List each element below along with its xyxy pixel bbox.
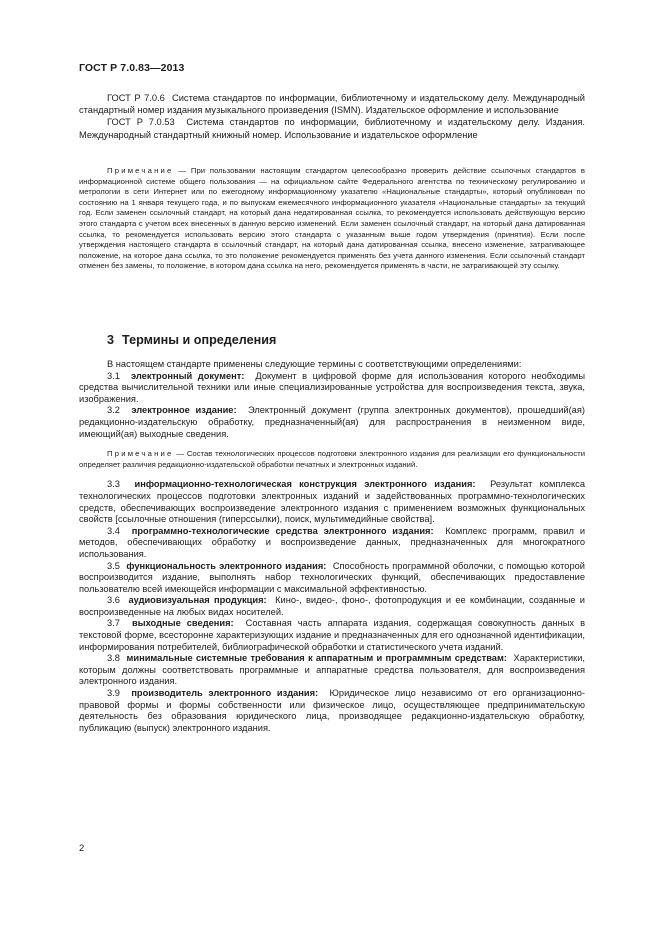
note-block — [79, 166, 585, 272]
term-entry — [79, 526, 585, 561]
reference-code: ГОСТ Р 7.0.6 — [107, 93, 165, 103]
term-name: производитель электронного издания: — [131, 688, 319, 699]
note-text: — При пользовании настоящим стандартом целесообразно проверить действие ссылочных стандартов в информационной системе общего пользования — на официальном сайте Федерального агентства по техническому регулированию и метрологии в сети Интернет или по ежегодному информационному указателю «Национальные стандарты», который опубликован по состоянию на 1 января текущего года, и по выпускам ежемесячного информационного указателя «Национальные стандарты» за текущий год. Если заменен ссылочный стандарт, на который дана недатированная ссылка, то рекомендуется использовать действующую версию этого стандарта с учетом всех внесенных в данную версию изменений. Если заменен ссылочный стандарт, на который дана датированная ссылка, то рекомендуется использовать версию этого стандарта с указанным выше годом утверждения (принятия). Если после утверждения настоящего стандарта в ссылочный стандарт, на который дана датированная ссылка, внесено изменение, затрагивающее положение, на которое дана ссылка, то это положение рекомендуется применять без учета данного изменения. Если ссылочный стандарт отменен без замены, то положение, в котором дана ссылка на него, рекомендуется применять в части, не затрагивающей эту ссылку. — [79, 166, 585, 271]
term-entry — [79, 595, 585, 618]
term-definition: Составная часть аппарата издания, содержащая совокупность данных в текстовой форме, всесторонне характеризующих издание и предназначенных для его однозначной идентификации, информирования потребителей, библиографической обработки и статистического учета изданий. — [79, 618, 586, 652]
terms-list — [79, 359, 585, 734]
term-number: 3.2 — [107, 405, 120, 416]
term-definition: Юридическое лицо независимо от его организационно-правовой формы и формы собственности или физическое лицо, осуществляющее предпринимательскую деятельность без образования юридического лица, производящее редакционно-издательскую обработку, публикацию (выпуск) электронного издания. — [79, 688, 585, 733]
term-definition: Комплекс программ, правил и методов, обеспечивающих обработку и воспроизведение данных, предназначенных для многократного использования. — [79, 525, 586, 559]
term-entry — [79, 479, 585, 525]
section-heading — [107, 333, 276, 347]
term-name: электронный документ: — [130, 370, 245, 381]
term-entry — [79, 688, 585, 734]
term-entry — [79, 561, 585, 596]
term-definition: Характеристики, которым должны соответствовать программные и аппаратные средства пользователя, для воспроизведения электронного издания. — [79, 653, 586, 687]
term-entry — [79, 405, 585, 440]
term-number: 3.1 — [107, 370, 120, 381]
term-name: функциональность электронного издания: — [126, 560, 327, 571]
term-name: аудиовизуальная продукция: — [128, 595, 267, 606]
term-definition: Способность программной оболочки, с помощью которой воспроизводится издание, выполнять набор технологических функций, обеспечивающих предоставление пользователю всей имеющейся информации с максимальной эффективностью. — [79, 560, 585, 594]
term-number: 3.8 — [107, 653, 120, 664]
reference-text: Система стандартов по информации, библиотечному и издательскому делу. Международный стандартный номер издания музыкального произведения (ISMN). Издательское оформление и использование — [79, 93, 586, 116]
term-definition: Результат комплекса технологических процессов подготовки электронных изданий и задействованных программно-технологических средств, обеспечивающих воспроизведение электронного издания с применением возможных функциональных свойств [ссылочные отношения (гиперссылки), поиск, мультимедийные свойства]. — [79, 479, 585, 525]
term-number: 3.3 — [107, 479, 120, 490]
term-name: выходные сведения: — [131, 618, 234, 629]
term-definition: Электронный документ (группа электронных документов), прошедший(ая) редакционно-издательскую обработку, предназначенный(ая) для распространения в неизменном виде, имеющий(ая) выходные сведения. — [79, 405, 585, 439]
term-number: 3.7 — [107, 618, 120, 629]
note-paragraph — [79, 166, 585, 272]
note-label: Примечание — [107, 166, 174, 175]
term-name: минимальные системные требования к аппаратным и программным средствам: — [126, 653, 507, 664]
term-number: 3.9 — [107, 688, 120, 699]
section-number: 3 — [107, 333, 115, 347]
term-name: информационно-технологическая конструкция электронного издания: — [134, 479, 476, 490]
term-number: 3.6 — [107, 595, 120, 606]
reference-item — [79, 92, 585, 116]
term-entry — [79, 618, 585, 653]
term-name: электронное издание: — [131, 405, 237, 416]
term-entry — [79, 371, 585, 406]
term-entry — [79, 653, 585, 688]
intro-paragraph: В настоящем стандарте применены следующие термины с соответствующими определениями: — [107, 359, 522, 369]
term-definition: Кино-, видео-, фоно-, фотопродукция и ее комбинации, созданные и воспроизведенные на любых видах носителей. — [79, 595, 586, 617]
section-title: Термины и определения — [122, 333, 277, 347]
note-text: — Состав технологических процессов подготовки электронного издания для реализации его функциональности определяет различия редакционно-издательской обработки печатных и электронных изданий. — [79, 449, 585, 469]
document-header: ГОСТ Р 7.0.83—2013 — [79, 62, 185, 74]
reference-item — [79, 116, 585, 140]
term-number: 3.5 — [107, 560, 120, 571]
note-paragraph — [79, 449, 585, 470]
note-label: Примечание — [107, 449, 174, 459]
reference-list — [79, 92, 585, 141]
reference-text: Система стандартов по информации, библиотечному и издательскому делу. Издания. Международный стандартный книжный номер. Использование и издательское оформление — [79, 117, 586, 140]
page-number: 2 — [79, 843, 85, 854]
reference-code: ГОСТ Р 7.0.53 — [107, 117, 175, 128]
term-definition: Документ в цифровой форме для использования которого необходимы средства вычислительной техники или иные специализированные устройства для воспроизведения текста, звука, изображения. — [79, 370, 586, 404]
term-name: программно-технологические средства электронного издания: — [131, 525, 434, 536]
term-number: 3.4 — [107, 525, 120, 536]
